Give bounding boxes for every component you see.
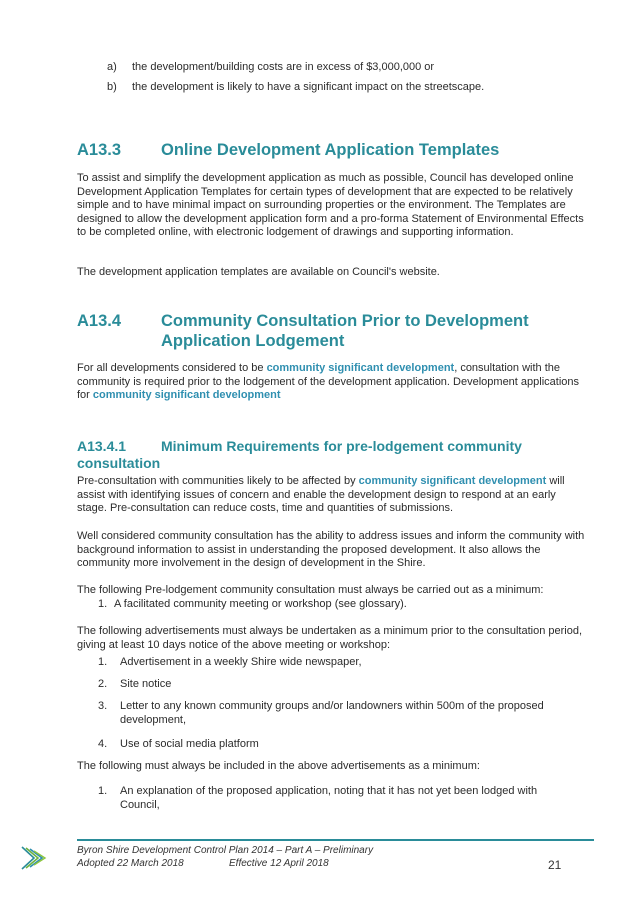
list-item-text: the development/building costs are in excess of $3,000,000 or xyxy=(132,61,435,73)
page-number: 21 xyxy=(548,858,562,872)
list-marker: 3. xyxy=(98,700,108,712)
footer-document-title: Byron Shire Development Control Plan 2014 – Part A – Preliminary xyxy=(77,845,374,856)
section-title: Minimum Requirements for pre-lodgement community consultation xyxy=(77,438,522,471)
section-number: A13.3 xyxy=(77,141,122,159)
paragraph: The following Pre-lodgement community consultation must always be carried out as a minimum: xyxy=(77,584,544,596)
paragraph: The following must always be included in the above advertisements as a minimum: xyxy=(77,760,480,772)
footer-divider xyxy=(77,839,594,841)
list-item-text: An explanation of the proposed application, noting that it has not yet been lodged with Council, xyxy=(120,785,538,811)
byron-shire-logo-icon xyxy=(20,845,50,871)
list-item-text: A facilitated community meeting or workshop (see glossary). xyxy=(114,598,407,610)
paragraph: Pre-consultation with communities likely to be affected by community significant development will assist with identifying issues of concern and enable the development design to respond at an early stage. Pre-consultation can reduce costs, time and quantities of submissions. xyxy=(77,475,565,515)
list-marker: 1. xyxy=(98,598,108,610)
paragraph: The following advertisements must always be undertaken as a minimum prior to the consultation period, giving at least 10 days notice of the above meeting or workshop: xyxy=(77,625,583,651)
list-item xyxy=(98,700,578,728)
list-item-text: the development is likely to have a significant impact on the streetscape. xyxy=(132,81,485,93)
list-item-text: Advertisement in a weekly Shire wide newspaper, xyxy=(120,656,362,668)
footer-effective-date: Effective 12 April 2018 xyxy=(229,858,329,869)
section-title: Community Consultation Prior to Development Application Lodgement xyxy=(161,312,529,350)
list-item-text: Site notice xyxy=(120,678,172,690)
list-item-text: Use of social media platform xyxy=(120,738,259,750)
paragraph: For all developments considered to be community significant development, consultation with the community is required prior to the lodgement of the development application. Development applications for community significant development xyxy=(77,362,580,402)
section-number: A13.4.1 xyxy=(77,438,127,454)
footer-adopted-date: Adopted 22 March 2018 xyxy=(77,858,184,869)
subsection-heading-a13-4-1 xyxy=(77,438,587,472)
section-title: Online Development Application Templates xyxy=(161,141,500,159)
paragraph: Well considered community consultation has the ability to address issues and inform the community with background information to assist in understanding the proposed development. It also allows the community more involvement in the design of development in the Shire. xyxy=(77,530,585,570)
list-marker: b) xyxy=(107,81,117,93)
list-item-text: Letter to any known community groups and/or landowners within 500m of the proposed development, xyxy=(120,700,544,726)
paragraph: The development application templates are available on Council's website. xyxy=(77,266,440,278)
list-marker: 2. xyxy=(98,678,108,690)
paragraph: To assist and simplify the development application as much as possible, Council has developed online Development Application Templates for certain types of development that are expected to be relatively simple and to have minimal impact on surrounding properties or the environment. The Templates are designed to allow the development application form and a pro-forma Statement of Environmental Effects to be completed online, with electronic lodgement of drawings and supporting information. xyxy=(77,172,584,239)
highlighted-term: community significant development xyxy=(358,475,547,487)
list-marker: a) xyxy=(107,61,117,73)
section-heading-a13-3 xyxy=(77,140,581,160)
list-marker: 1. xyxy=(98,785,108,797)
list-marker: 4. xyxy=(98,738,108,750)
list-item xyxy=(98,785,578,813)
highlighted-term: community significant development xyxy=(266,362,455,374)
section-number: A13.4 xyxy=(77,312,122,330)
list-marker: 1. xyxy=(98,656,108,668)
section-heading-a13-4 xyxy=(77,311,581,351)
highlighted-term: community significant development xyxy=(92,389,281,402)
